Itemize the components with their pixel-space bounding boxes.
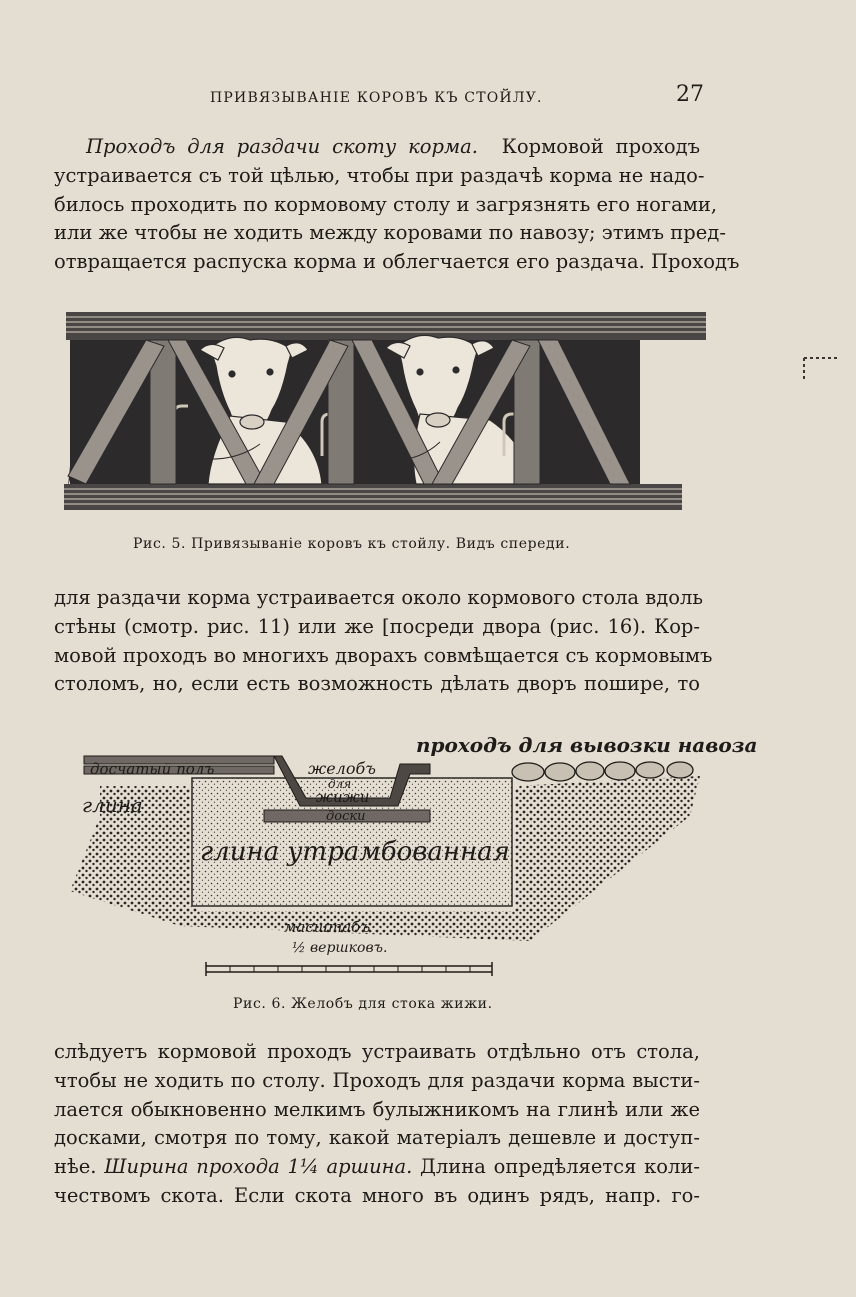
paragraph-3-line-5-start: нѣе. bbox=[54, 1155, 97, 1179]
paragraph-1-line: или же чтобы не ходить между коровами по навозу; этимъ пред- bbox=[54, 221, 726, 245]
paragraph-3-line-5-end: Длина опредѣляется коли- bbox=[420, 1155, 700, 1179]
label-gutter-3: жижи bbox=[316, 788, 370, 806]
page-number: 27 bbox=[676, 82, 704, 107]
paragraph-1 bbox=[54, 133, 740, 277]
label-boards: доски bbox=[326, 809, 366, 824]
paragraph-1-line: устраивается съ той цѣлью, чтобы при раздачѣ корма не надо- bbox=[54, 163, 705, 187]
paragraph-3-line: слѣдуетъ кормовой проходъ устраивать отдѣльно отъ стола, bbox=[54, 1040, 700, 1063]
paragraph-3 bbox=[54, 1038, 700, 1211]
label-scale: масштабъ bbox=[284, 918, 371, 936]
label-passage: проходъ для вывозки навоза bbox=[416, 733, 758, 757]
paragraph-3-line: досками, смотря по тому, какой матеріалъ дешевле и доступ- bbox=[54, 1126, 700, 1150]
paragraph-3-line: чествомъ скота. Если скота много въ одинъ рядъ, напр. го- bbox=[54, 1183, 700, 1207]
label-floor: досчатый полъ bbox=[90, 760, 215, 778]
figure-5-caption: Рис. 5. Привязываніе коровъ къ стойлу. Видъ спереди. bbox=[133, 536, 571, 552]
paragraph-3-line: лается обыкновенно мелкимъ булыжникомъ на глинѣ или же bbox=[54, 1097, 700, 1121]
page-header bbox=[0, 82, 856, 112]
label-clay: глина bbox=[82, 793, 143, 817]
paragraph-2-line: для раздачи корма устраивается около кормового стола вдоль bbox=[54, 586, 703, 609]
paragraph-2-line: столомъ, но, если есть возможность дѣлать дворъ пошире, то bbox=[54, 672, 700, 696]
paragraph-1-line: билось проходить по кормовому столу и загрязнять его ногами, bbox=[54, 192, 718, 216]
paragraph-3-line: чтобы не ходить по столу. Проходъ для раздачи корма высти- bbox=[54, 1068, 700, 1092]
figure-6-caption: Рис. 6. Желобъ для стока жижи. bbox=[233, 996, 493, 1012]
paragraph-1-lead: Проходъ для раздачи скоту корма. bbox=[86, 135, 478, 158]
scale-bar bbox=[206, 962, 492, 976]
bottom-beam bbox=[64, 484, 682, 510]
gutter-cross-section-diagram bbox=[60, 726, 758, 982]
label-gutter-1: желобъ bbox=[308, 759, 376, 778]
paragraph-1-line-1 bbox=[54, 133, 700, 162]
paragraph-3-line-5 bbox=[54, 1153, 700, 1182]
running-title: ПРИВЯЗЫВАНІЕ КОРОВЪ КЪ СТОЙЛУ. bbox=[210, 90, 543, 106]
top-beam bbox=[66, 312, 706, 340]
width-statement: Ширина прохода 1¼ аршина. bbox=[104, 1155, 413, 1179]
label-scale-unit: ½ вершковъ. bbox=[292, 940, 388, 956]
label-gutter-2: для bbox=[328, 777, 352, 791]
paragraph-1-line: отвращается распуска корма и облегчается его раздача. Проходъ bbox=[54, 250, 740, 274]
margin-mark bbox=[800, 352, 850, 392]
cows-stall-illustration bbox=[60, 306, 712, 518]
paragraph-2-line: мовой проходъ во многихъ дворахъ совмѣщается съ кормовымъ bbox=[54, 643, 713, 667]
paragraph-1-line-1-rest: Кормовой проходъ bbox=[501, 135, 700, 158]
label-clay-packed: глина утрамбованная bbox=[200, 837, 510, 867]
paragraph-2 bbox=[54, 584, 713, 699]
paragraph-2-line: стѣны (смотр. рис. 11) или же [посреди двора (рис. 16). Кор- bbox=[54, 614, 700, 638]
